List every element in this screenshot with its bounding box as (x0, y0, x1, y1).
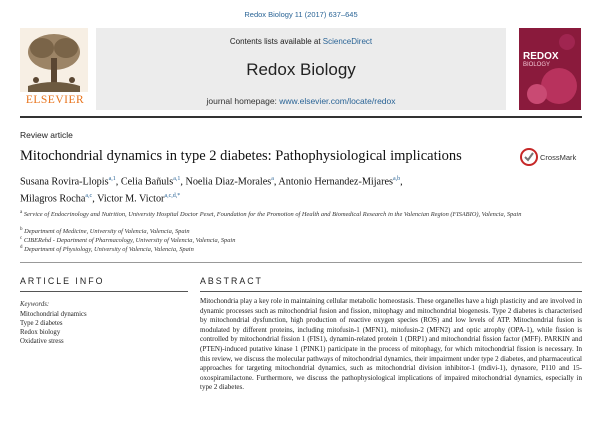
keyword-item: Redox biology (20, 329, 61, 336)
publisher-name: ELSEVIER (25, 94, 85, 106)
affiliation-b: $^b$ Department of Medicine, University of Valencia, Valencia, Spain (20, 227, 190, 236)
cover-subtitle: BIOLOGY (523, 62, 551, 68)
abstract-rule (200, 291, 582, 292)
keyword-item: Mitochondrial dynamics (20, 311, 87, 318)
author-affiliation-mark[interactable]: a,c,d,* (164, 193, 181, 200)
abstract-heading: ABSTRACT (200, 276, 263, 286)
article-title: Mitochondrial dynamics in type 2 diabetes: Pathophysiological implications (20, 148, 462, 164)
contents-prefix: Contents lists available at (229, 37, 323, 46)
authors-line-1: Susana Rovira-Llopis$^{a,1}$, Celia Bañuls$^{a,1}$, Noelia Diaz-Morales$^a$, Antonio Hernandez-Mijares$^{a,b}$, (20, 176, 403, 188)
affiliation-c: $^c$ CIBERehd - Department of Pharmacology, University of Valencia, Valencia, Spain (20, 236, 236, 245)
affiliation-d: $^d$ Department of Physiology, University of Valencia, Valencia, Spain (20, 245, 194, 254)
cover-title (523, 52, 559, 62)
keywords-label: Keywords: (20, 301, 50, 308)
article-info-heading: ARTICLE INFO (20, 276, 105, 286)
crossmark-label[interactable]: CrossMark (540, 153, 577, 162)
author-affiliation-mark[interactable]: a,1 (108, 176, 116, 182)
author-name[interactable]: Noelia Diaz-Morales (185, 176, 272, 188)
author-name[interactable]: Milagros Rocha (20, 193, 86, 205)
abstract-text: Mitochondria play a key role in maintaining cellular metabolic homeostasis. These organelles have a high plasticity and are involved in dynamic processes such as mitochondrial fusion and fission, mitophagy and mitochondrial biogenesis. Type 2 diabetes is characterised by mitochondrial dysfunction, high production of reactive oxygen species (ROS) and low levels of ATP. Mitochondrial fusion is modulated by different proteins, including mitofusin-1 (MFN1), mitofusin-2 (MFN2) and optic atrophy (OPA-1), while fission is controlled by mitochondrial fission 1 (FIS1), dynamin-related protein 1 (DRP1) and mitochondrial fission factor (MFF). PARKIN and (PTEN)-induced putative kinase 1 (PINK1) participate in the process of mitophagy, for which mitochondrial fission is necessary. In this review, we discuss the molecular pathways of mitochondrial dynamics, their impairment under type 2 diabetes, and pharmaceutical approaches for targeting mitochondrial dynamics, such as mitochondrial division inhibitor-1 (mdivi-1), dynasore, P110 and 15-oxospiramilactone. Furthermore, we discuss the pathophysiological implications of impaired mitochondrial dynamics, especially in type 2 diabetes. (200, 297, 582, 392)
cover-title-line1: REDOX (523, 51, 559, 62)
affiliations-divider (20, 262, 582, 263)
author-name[interactable]: Susana Rovira-Llopis (20, 176, 109, 188)
journal-title: Redox Biology (246, 60, 356, 79)
author-affiliation-mark[interactable]: a,c (85, 193, 93, 200)
header-divider (20, 116, 582, 118)
author-name[interactable]: Antonio Hernandez-Mijares (278, 176, 393, 188)
crossmark-icon[interactable] (520, 148, 538, 166)
article-type: Review article (20, 130, 73, 140)
article-info-rule (20, 291, 188, 292)
homepage-link[interactable]: www.elsevier.com/locate/redox (279, 96, 396, 106)
journal-citation[interactable]: Redox Biology 11 (2017) 637–645 (244, 10, 358, 19)
keyword-item: Oxidative stress (20, 338, 64, 345)
author-affiliation-mark[interactable]: a,1 (173, 176, 181, 182)
author-affiliation-mark[interactable]: a,b (392, 176, 401, 182)
authors-line-2: Milagros Rocha$^{a,c}$, Victor M. Victor$^{a,c,d,*}$ (20, 193, 181, 205)
keyword-item: Type 2 diabetes (20, 320, 63, 327)
author-list (20, 172, 540, 207)
affiliation-a: $^a$ Service of Endocrinology and Nutrition, University Hospital Doctor Peset, Foundation for the Promotion of Health and Biomedical Research in the Valencian Region (FISABIO), Valencia, Spain (20, 210, 522, 219)
journal-homepage (96, 96, 506, 106)
cover-art-icon (519, 28, 581, 110)
author-name[interactable]: Celia Bañuls (120, 176, 174, 188)
homepage-prefix: journal homepage: (206, 96, 280, 106)
author-affiliation-mark[interactable]: a (271, 176, 274, 182)
author-name[interactable]: Victor M. Victor (97, 193, 165, 205)
contents-line (96, 37, 506, 46)
journal-cover[interactable] (519, 28, 581, 110)
sciencedirect-link[interactable]: ScienceDirect (322, 37, 373, 46)
